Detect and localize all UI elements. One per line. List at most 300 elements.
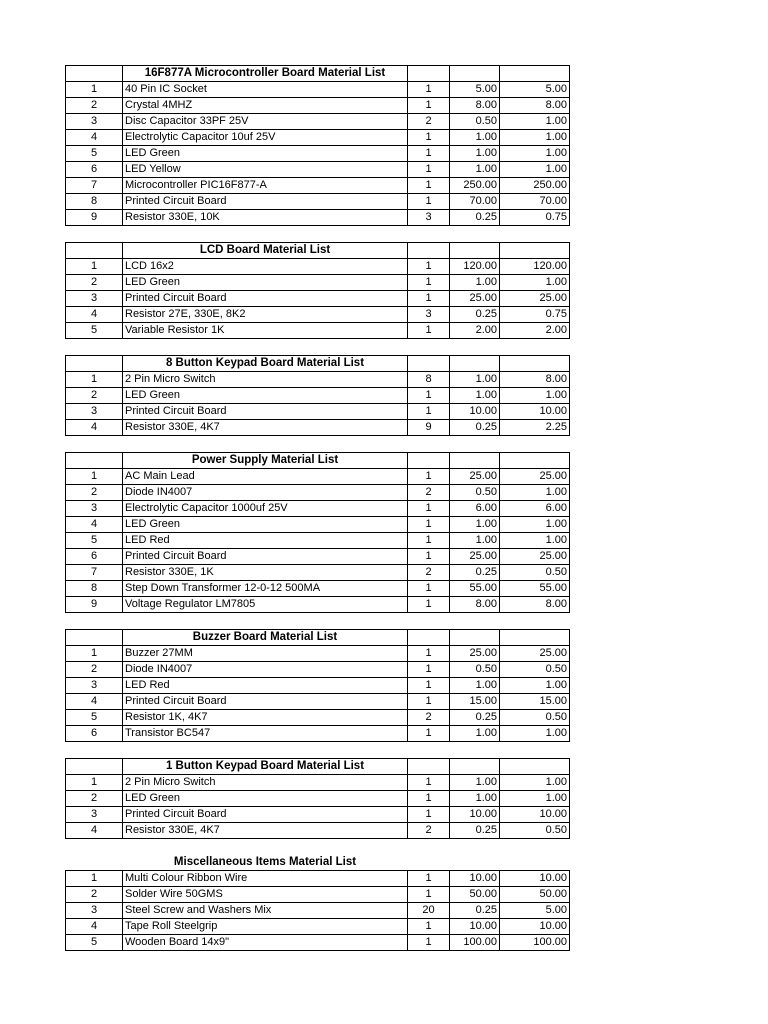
item-name-cell: 2 Pin Micro Switch	[123, 372, 408, 388]
table-row	[66, 259, 570, 275]
serial-number-cell: 9	[66, 210, 123, 226]
serial-number-cell: 4	[66, 919, 123, 935]
amount-cell: 1.00	[500, 275, 570, 291]
serial-number-cell: 3	[66, 807, 123, 823]
table-row	[66, 291, 570, 307]
serial-number-cell: 5	[66, 935, 123, 951]
header-blank-cell	[408, 855, 450, 871]
table-row	[66, 130, 570, 146]
item-name-cell: Resistor 330E, 4K7	[123, 420, 408, 436]
quantity-cell: 2	[408, 485, 450, 501]
rate-cell: 6.00	[450, 501, 500, 517]
amount-cell: 2.00	[500, 323, 570, 339]
quantity-cell: 1	[408, 678, 450, 694]
header-blank-cell	[66, 453, 123, 469]
quantity-cell: 1	[408, 82, 450, 98]
rate-cell: 1.00	[450, 146, 500, 162]
serial-number-cell: 6	[66, 162, 123, 178]
serial-number-cell: 8	[66, 194, 123, 210]
header-blank-cell	[450, 759, 500, 775]
serial-number-cell: 3	[66, 501, 123, 517]
rate-cell: 0.50	[450, 114, 500, 130]
table-row	[66, 517, 570, 533]
item-name-cell: Electrolytic Capacitor 10uf 25V	[123, 130, 408, 146]
header-blank-cell	[408, 66, 450, 82]
item-name-cell: Wooden Board 14x9"	[123, 935, 408, 951]
rate-cell: 1.00	[450, 130, 500, 146]
material-table	[65, 355, 570, 436]
item-name-cell: Solder Wire 50GMS	[123, 887, 408, 903]
item-name-cell: Printed Circuit Board	[123, 549, 408, 565]
section-title: 8 Button Keypad Board Material List	[123, 356, 408, 372]
amount-cell: 2.25	[500, 420, 570, 436]
rate-cell: 1.00	[450, 678, 500, 694]
header-blank-cell	[450, 855, 500, 871]
serial-number-cell: 2	[66, 887, 123, 903]
table-row	[66, 323, 570, 339]
amount-cell: 0.50	[500, 565, 570, 581]
rate-cell: 8.00	[450, 597, 500, 613]
amount-cell: 10.00	[500, 404, 570, 420]
table-row	[66, 210, 570, 226]
table-row	[66, 162, 570, 178]
amount-cell: 1.00	[500, 388, 570, 404]
header-blank-cell	[66, 243, 123, 259]
table-row	[66, 307, 570, 323]
serial-number-cell: 1	[66, 775, 123, 791]
amount-cell: 0.50	[500, 823, 570, 839]
item-name-cell: LED Green	[123, 146, 408, 162]
header-blank-cell	[66, 855, 123, 871]
material-list-sheet	[65, 65, 569, 967]
rate-cell: 25.00	[450, 291, 500, 307]
table-header-row	[66, 453, 570, 469]
quantity-cell: 1	[408, 291, 450, 307]
table-header-row	[66, 759, 570, 775]
quantity-cell: 1	[408, 98, 450, 114]
item-name-cell: LED Green	[123, 275, 408, 291]
rate-cell: 0.25	[450, 210, 500, 226]
item-name-cell: Printed Circuit Board	[123, 694, 408, 710]
section-title: 16F877A Microcontroller Board Material List	[123, 66, 408, 82]
material-section	[65, 65, 569, 226]
rate-cell: 1.00	[450, 775, 500, 791]
amount-cell: 25.00	[500, 469, 570, 485]
header-blank-cell	[408, 453, 450, 469]
table-row	[66, 597, 570, 613]
table-row	[66, 372, 570, 388]
rate-cell: 55.00	[450, 581, 500, 597]
amount-cell: 1.00	[500, 517, 570, 533]
table-row	[66, 420, 570, 436]
table-header-row	[66, 855, 570, 871]
item-name-cell: Multi Colour Ribbon Wire	[123, 871, 408, 887]
quantity-cell: 1	[408, 549, 450, 565]
item-name-cell: Resistor 27E, 330E, 8K2	[123, 307, 408, 323]
rate-cell: 25.00	[450, 469, 500, 485]
amount-cell: 10.00	[500, 871, 570, 887]
rate-cell: 15.00	[450, 694, 500, 710]
serial-number-cell: 5	[66, 710, 123, 726]
serial-number-cell: 1	[66, 259, 123, 275]
rate-cell: 10.00	[450, 871, 500, 887]
item-name-cell: Printed Circuit Board	[123, 807, 408, 823]
serial-number-cell: 1	[66, 646, 123, 662]
item-name-cell: Crystal 4MHZ	[123, 98, 408, 114]
table-header-row	[66, 243, 570, 259]
amount-cell: 10.00	[500, 919, 570, 935]
quantity-cell: 1	[408, 726, 450, 742]
section-title: 1 Button Keypad Board Material List	[123, 759, 408, 775]
amount-cell: 1.00	[500, 162, 570, 178]
material-section	[65, 855, 569, 951]
quantity-cell: 1	[408, 146, 450, 162]
serial-number-cell: 8	[66, 581, 123, 597]
table-row	[66, 404, 570, 420]
quantity-cell: 1	[408, 887, 450, 903]
amount-cell: 1.00	[500, 485, 570, 501]
table-row	[66, 194, 570, 210]
rate-cell: 1.00	[450, 162, 500, 178]
item-name-cell: Printed Circuit Board	[123, 291, 408, 307]
header-blank-cell	[408, 356, 450, 372]
table-row	[66, 581, 570, 597]
item-name-cell: LED Green	[123, 517, 408, 533]
quantity-cell: 1	[408, 807, 450, 823]
amount-cell: 5.00	[500, 903, 570, 919]
quantity-cell: 2	[408, 114, 450, 130]
amount-cell: 50.00	[500, 887, 570, 903]
item-name-cell: Microcontroller PIC16F877-A	[123, 178, 408, 194]
header-blank-cell	[66, 66, 123, 82]
serial-number-cell: 4	[66, 420, 123, 436]
rate-cell: 2.00	[450, 323, 500, 339]
amount-cell: 1.00	[500, 775, 570, 791]
rate-cell: 1.00	[450, 791, 500, 807]
material-table	[65, 65, 570, 226]
amount-cell: 25.00	[500, 549, 570, 565]
rate-cell: 0.50	[450, 662, 500, 678]
item-name-cell: Variable Resistor 1K	[123, 323, 408, 339]
quantity-cell: 2	[408, 823, 450, 839]
table-row	[66, 678, 570, 694]
table-row	[66, 887, 570, 903]
rate-cell: 1.00	[450, 517, 500, 533]
section-title: Buzzer Board Material List	[123, 630, 408, 646]
table-row	[66, 533, 570, 549]
table-row	[66, 485, 570, 501]
header-blank-cell	[500, 759, 570, 775]
quantity-cell: 1	[408, 662, 450, 678]
quantity-cell: 1	[408, 162, 450, 178]
amount-cell: 0.75	[500, 210, 570, 226]
item-name-cell: LED Yellow	[123, 162, 408, 178]
amount-cell: 8.00	[500, 597, 570, 613]
amount-cell: 8.00	[500, 372, 570, 388]
quantity-cell: 3	[408, 307, 450, 323]
table-header-row	[66, 66, 570, 82]
serial-number-cell: 7	[66, 178, 123, 194]
quantity-cell: 1	[408, 259, 450, 275]
header-blank-cell	[500, 630, 570, 646]
rate-cell: 1.00	[450, 533, 500, 549]
header-blank-cell	[500, 453, 570, 469]
table-row	[66, 178, 570, 194]
quantity-cell: 1	[408, 323, 450, 339]
rate-cell: 25.00	[450, 646, 500, 662]
header-blank-cell	[500, 66, 570, 82]
item-name-cell: Disc Capacitor 33PF 25V	[123, 114, 408, 130]
material-table	[65, 452, 570, 613]
table-row	[66, 726, 570, 742]
amount-cell: 1.00	[500, 114, 570, 130]
item-name-cell: Diode IN4007	[123, 485, 408, 501]
material-table	[65, 758, 570, 839]
amount-cell: 1.00	[500, 533, 570, 549]
serial-number-cell: 1	[66, 469, 123, 485]
material-section	[65, 355, 569, 436]
table-row	[66, 791, 570, 807]
header-blank-cell	[66, 356, 123, 372]
item-name-cell: AC Main Lead	[123, 469, 408, 485]
section-title: Power Supply Material List	[123, 453, 408, 469]
item-name-cell: Resistor 1K, 4K7	[123, 710, 408, 726]
amount-cell: 25.00	[500, 646, 570, 662]
amount-cell: 0.50	[500, 710, 570, 726]
quantity-cell: 2	[408, 565, 450, 581]
amount-cell: 25.00	[500, 291, 570, 307]
table-row	[66, 935, 570, 951]
amount-cell: 1.00	[500, 130, 570, 146]
material-table	[65, 629, 570, 742]
material-section	[65, 242, 569, 339]
serial-number-cell: 3	[66, 291, 123, 307]
item-name-cell: Buzzer 27MM	[123, 646, 408, 662]
section-title: LCD Board Material List	[123, 243, 408, 259]
rate-cell: 8.00	[450, 98, 500, 114]
serial-number-cell: 6	[66, 549, 123, 565]
amount-cell: 1.00	[500, 146, 570, 162]
header-blank-cell	[408, 243, 450, 259]
material-section	[65, 452, 569, 613]
quantity-cell: 3	[408, 210, 450, 226]
item-name-cell: LED Red	[123, 533, 408, 549]
serial-number-cell: 9	[66, 597, 123, 613]
table-row	[66, 662, 570, 678]
rate-cell: 0.50	[450, 485, 500, 501]
table-row	[66, 98, 570, 114]
serial-number-cell: 2	[66, 98, 123, 114]
rate-cell: 120.00	[450, 259, 500, 275]
item-name-cell: Electrolytic Capacitor 1000uf 25V	[123, 501, 408, 517]
rate-cell: 50.00	[450, 887, 500, 903]
amount-cell: 1.00	[500, 678, 570, 694]
item-name-cell: Resistor 330E, 1K	[123, 565, 408, 581]
item-name-cell: 2 Pin Micro Switch	[123, 775, 408, 791]
item-name-cell: LED Green	[123, 388, 408, 404]
rate-cell: 1.00	[450, 372, 500, 388]
quantity-cell: 1	[408, 646, 450, 662]
table-row	[66, 146, 570, 162]
material-section	[65, 629, 569, 742]
item-name-cell: Voltage Regulator LM7805	[123, 597, 408, 613]
quantity-cell: 1	[408, 517, 450, 533]
serial-number-cell: 4	[66, 823, 123, 839]
quantity-cell: 1	[408, 130, 450, 146]
serial-number-cell: 1	[66, 82, 123, 98]
serial-number-cell: 4	[66, 517, 123, 533]
section-title: Miscellaneous Items Material List	[173, 856, 357, 868]
amount-cell: 1.00	[500, 726, 570, 742]
rate-cell: 10.00	[450, 404, 500, 420]
quantity-cell: 1	[408, 694, 450, 710]
rate-cell: 0.25	[450, 565, 500, 581]
rate-cell: 10.00	[450, 807, 500, 823]
item-name-cell: Steel Screw and Washers Mix	[123, 903, 408, 919]
header-blank-cell	[500, 356, 570, 372]
amount-cell: 250.00	[500, 178, 570, 194]
serial-number-cell: 4	[66, 307, 123, 323]
serial-number-cell: 5	[66, 533, 123, 549]
serial-number-cell: 4	[66, 694, 123, 710]
amount-cell: 8.00	[500, 98, 570, 114]
amount-cell: 0.75	[500, 307, 570, 323]
serial-number-cell: 7	[66, 565, 123, 581]
table-row	[66, 549, 570, 565]
table-row	[66, 823, 570, 839]
header-blank-cell	[450, 66, 500, 82]
item-name-cell: Printed Circuit Board	[123, 404, 408, 420]
table-row	[66, 903, 570, 919]
rate-cell: 100.00	[450, 935, 500, 951]
table-row	[66, 388, 570, 404]
quantity-cell: 1	[408, 178, 450, 194]
table-row	[66, 82, 570, 98]
table-row	[66, 469, 570, 485]
header-blank-cell	[408, 759, 450, 775]
quantity-cell: 1	[408, 275, 450, 291]
serial-number-cell: 2	[66, 275, 123, 291]
serial-number-cell: 5	[66, 323, 123, 339]
rate-cell: 0.25	[450, 710, 500, 726]
rate-cell: 250.00	[450, 178, 500, 194]
table-row	[66, 807, 570, 823]
header-blank-cell	[66, 759, 123, 775]
quantity-cell: 1	[408, 919, 450, 935]
serial-number-cell: 2	[66, 662, 123, 678]
table-row	[66, 275, 570, 291]
serial-number-cell: 3	[66, 678, 123, 694]
serial-number-cell: 3	[66, 903, 123, 919]
rate-cell: 5.00	[450, 82, 500, 98]
quantity-cell: 1	[408, 388, 450, 404]
serial-number-cell: 3	[66, 114, 123, 130]
material-table	[65, 855, 570, 951]
quantity-cell: 1	[408, 581, 450, 597]
amount-cell: 5.00	[500, 82, 570, 98]
table-row	[66, 565, 570, 581]
material-table	[65, 242, 570, 339]
header-blank-cell	[408, 630, 450, 646]
serial-number-cell: 2	[66, 388, 123, 404]
header-blank-cell	[450, 243, 500, 259]
header-blank-cell	[450, 630, 500, 646]
header-blank-cell	[450, 356, 500, 372]
quantity-cell: 1	[408, 935, 450, 951]
amount-cell: 1.00	[500, 791, 570, 807]
quantity-cell: 1	[408, 501, 450, 517]
item-name-cell: Resistor 330E, 4K7	[123, 823, 408, 839]
quantity-cell: 20	[408, 903, 450, 919]
table-row	[66, 646, 570, 662]
header-blank-cell	[500, 243, 570, 259]
table-row	[66, 114, 570, 130]
material-section	[65, 758, 569, 839]
amount-cell: 70.00	[500, 194, 570, 210]
quantity-cell: 1	[408, 791, 450, 807]
rate-cell: 0.25	[450, 903, 500, 919]
rate-cell: 10.00	[450, 919, 500, 935]
item-name-cell: Tape Roll Steelgrip	[123, 919, 408, 935]
rate-cell: 1.00	[450, 726, 500, 742]
item-name-cell: Step Down Transformer 12-0-12 500MA	[123, 581, 408, 597]
item-name-cell: Printed Circuit Board	[123, 194, 408, 210]
table-row	[66, 871, 570, 887]
serial-number-cell: 1	[66, 372, 123, 388]
quantity-cell: 1	[408, 871, 450, 887]
item-name-cell: Transistor BC547	[123, 726, 408, 742]
serial-number-cell: 2	[66, 791, 123, 807]
header-blank-cell	[500, 855, 570, 871]
item-name-cell: 40 Pin IC Socket	[123, 82, 408, 98]
amount-cell: 100.00	[500, 935, 570, 951]
amount-cell: 120.00	[500, 259, 570, 275]
item-name-cell: Resistor 330E, 10K	[123, 210, 408, 226]
serial-number-cell: 5	[66, 146, 123, 162]
amount-cell: 15.00	[500, 694, 570, 710]
serial-number-cell: 4	[66, 130, 123, 146]
table-row	[66, 694, 570, 710]
quantity-cell: 9	[408, 420, 450, 436]
item-name-cell: LED Green	[123, 791, 408, 807]
quantity-cell: 1	[408, 775, 450, 791]
rate-cell: 0.25	[450, 823, 500, 839]
header-blank-cell	[66, 630, 123, 646]
quantity-cell: 1	[408, 469, 450, 485]
rate-cell: 25.00	[450, 549, 500, 565]
item-name-cell: LCD 16x2	[123, 259, 408, 275]
quantity-cell: 1	[408, 194, 450, 210]
rate-cell: 1.00	[450, 388, 500, 404]
quantity-cell: 1	[408, 404, 450, 420]
table-row	[66, 919, 570, 935]
serial-number-cell: 1	[66, 871, 123, 887]
table-row	[66, 710, 570, 726]
rate-cell: 1.00	[450, 275, 500, 291]
table-header-row	[66, 356, 570, 372]
quantity-cell: 1	[408, 597, 450, 613]
table-row	[66, 501, 570, 517]
rate-cell: 0.25	[450, 420, 500, 436]
amount-cell: 10.00	[500, 807, 570, 823]
rate-cell: 0.25	[450, 307, 500, 323]
serial-number-cell: 6	[66, 726, 123, 742]
item-name-cell: Diode IN4007	[123, 662, 408, 678]
rate-cell: 70.00	[450, 194, 500, 210]
amount-cell: 0.50	[500, 662, 570, 678]
amount-cell: 6.00	[500, 501, 570, 517]
quantity-cell: 1	[408, 533, 450, 549]
